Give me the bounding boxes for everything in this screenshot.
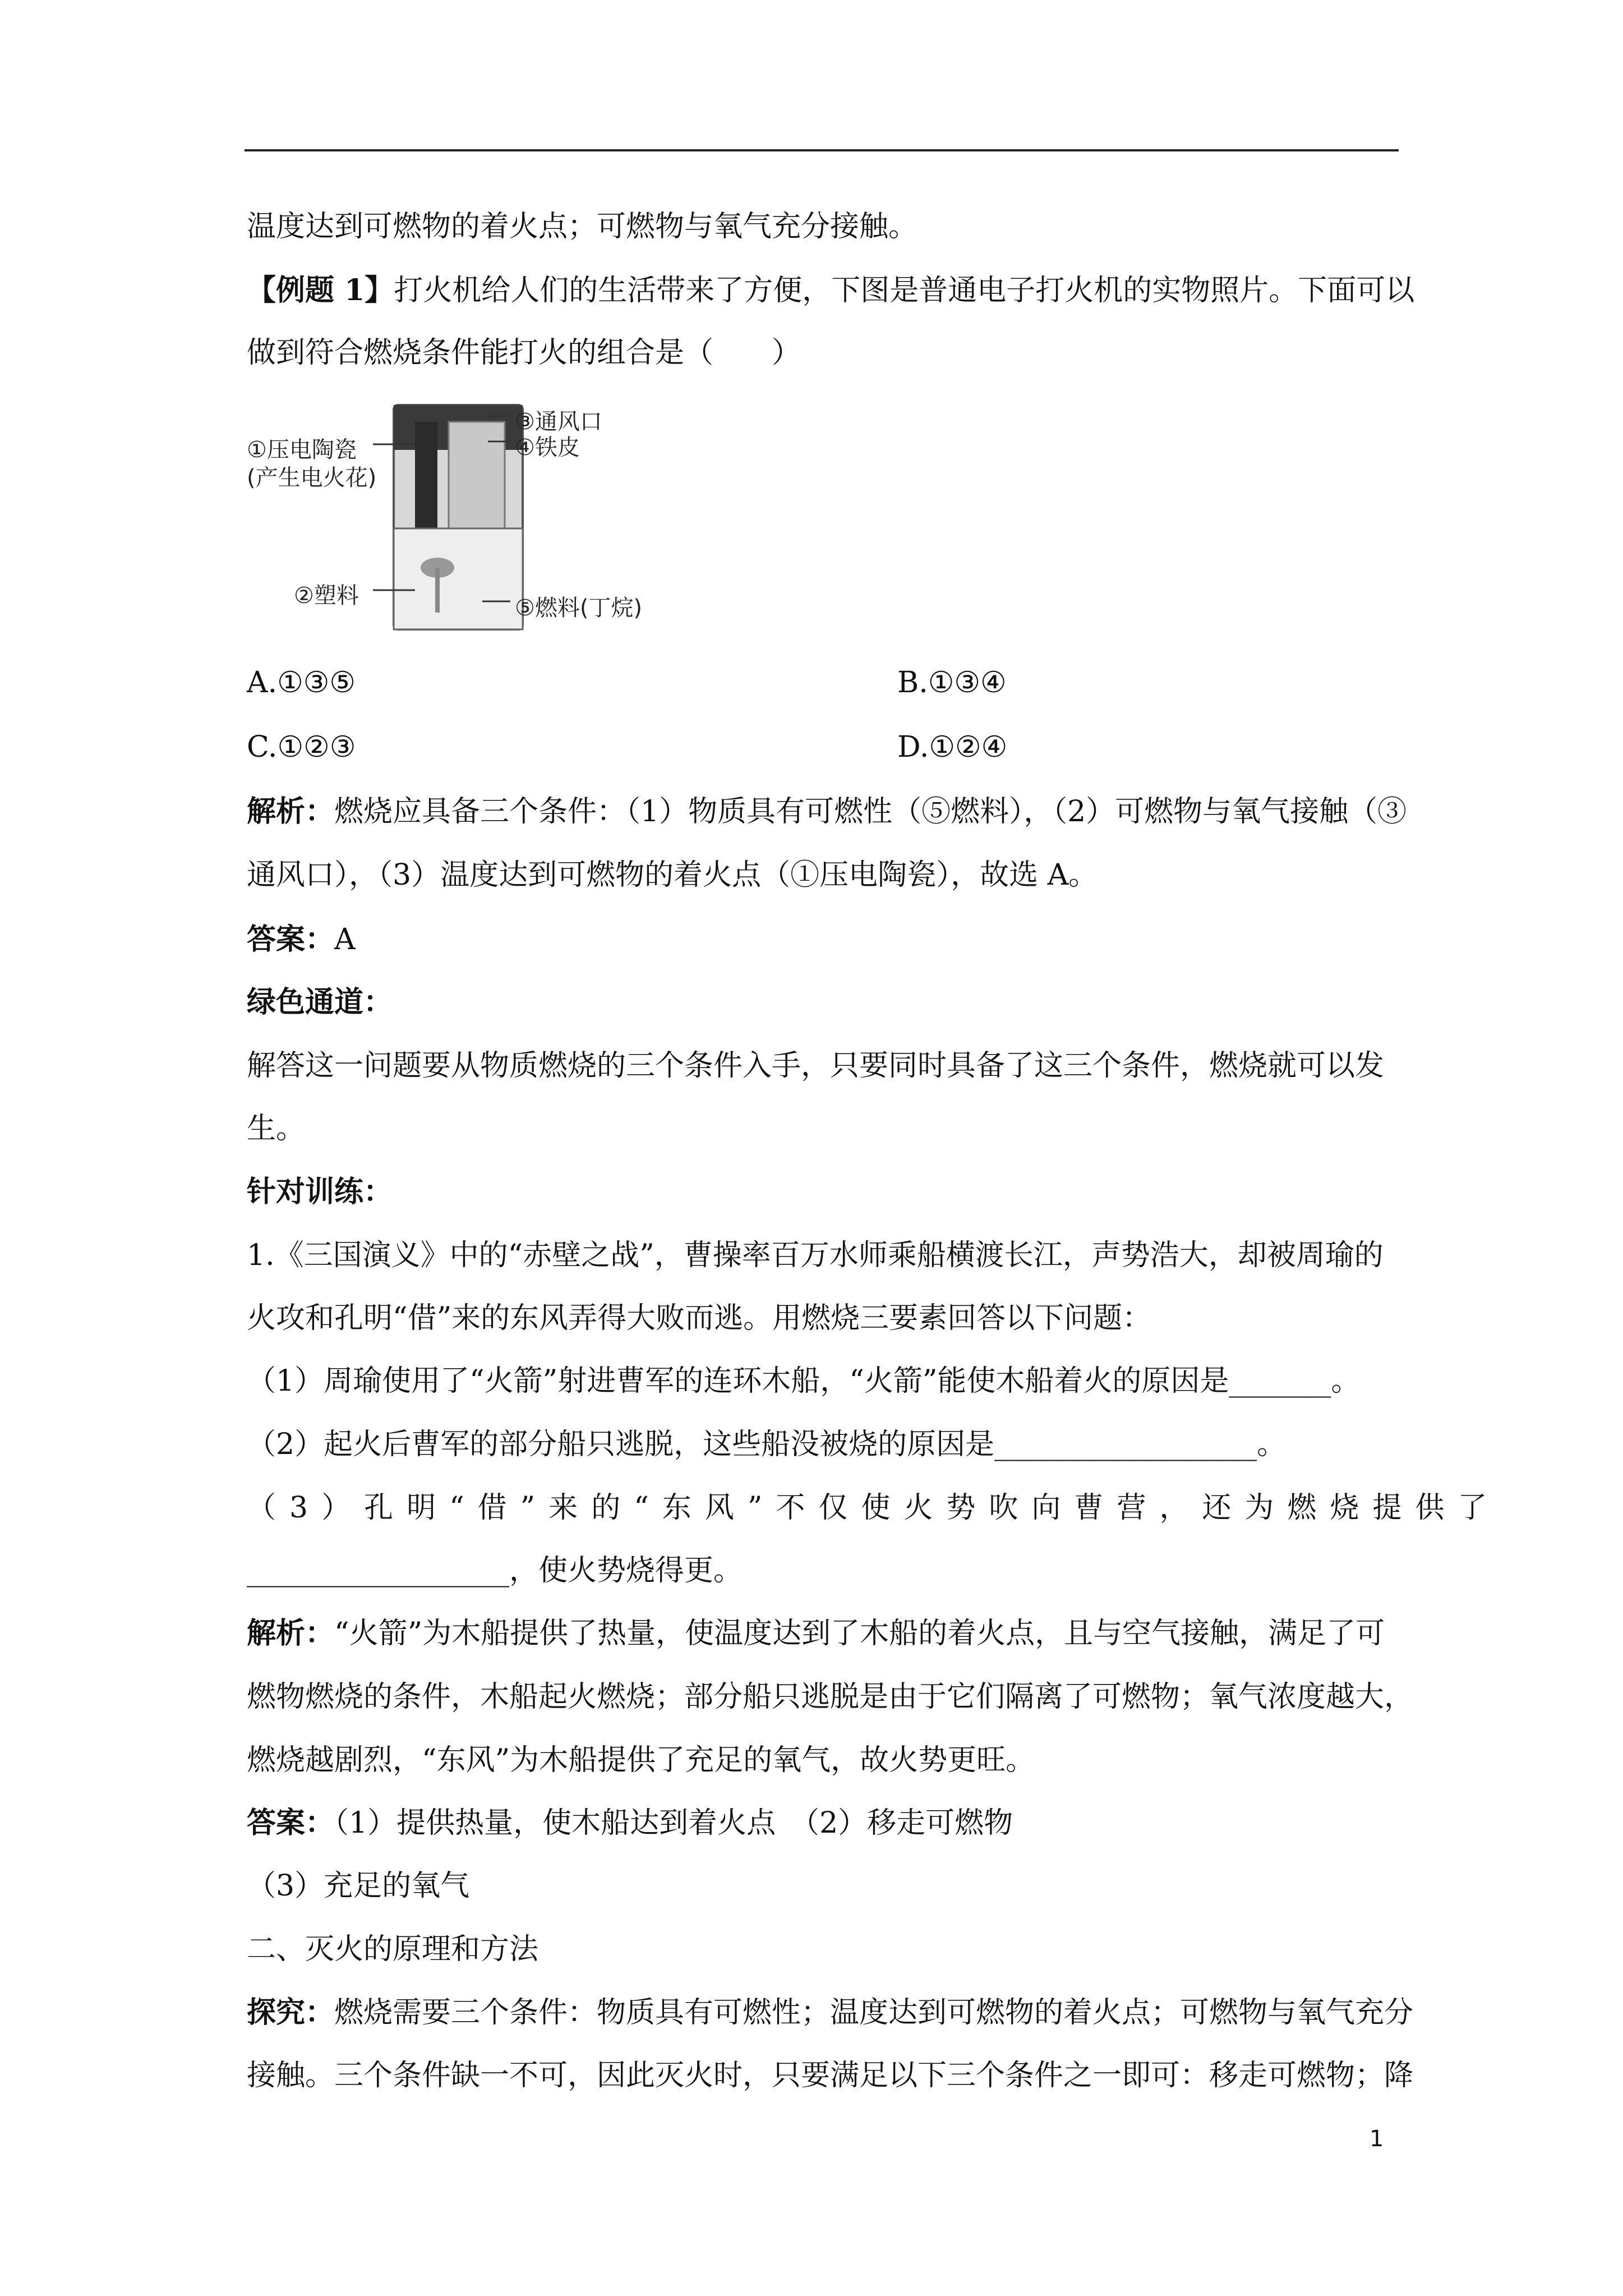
option-a: A.①③⑤ <box>247 666 356 700</box>
text-line: 生。 <box>247 1112 306 1145</box>
answer-label: 答案： <box>247 922 335 956</box>
explore-label: 探究： <box>247 1995 335 2030</box>
green-channel-heading: 绿色通道： <box>247 985 393 1019</box>
text-line: 接触。三个条件缺一不可，因此灭火时，只要满足以下三个条件之一即可：移走可燃物；降 <box>247 2059 1414 2092</box>
answer-text: A <box>334 923 356 956</box>
option-c: C.①②③ <box>247 730 356 764</box>
answer-line <box>247 1805 1013 1841</box>
question-line: （1）周瑜使用了“火箭”射进曹军的连环木船，“火箭”能使木船着火的原因是_______。 <box>247 1364 1361 1398</box>
text-line: 燃烧越剧烈，“东风”为木船提供了充足的氧气，故火势更旺。 <box>247 1743 1035 1777</box>
page-number: 1 <box>1370 2126 1384 2152</box>
label-plastic: ②塑料 <box>294 583 359 609</box>
option-b: B.①③④ <box>897 666 1007 700</box>
answer-text: （1）提供热量，使木船达到着火点 （2）移走可燃物 <box>334 1806 1013 1840</box>
analysis-text: “火箭”为木船提供了热量，使温度达到了木船的着火点，且与空气接触，满足了可 <box>334 1617 1385 1650</box>
question-line: 火攻和孔明“借”来的东风弄得大败而逃。用燃烧三要素回答以下问题： <box>247 1301 1152 1335</box>
training-heading: 针对训练： <box>247 1175 393 1209</box>
option-d: D.①②④ <box>897 730 1008 764</box>
header-rule <box>245 149 1399 151</box>
question-line: __________________，使火势烧得更。 <box>247 1554 743 1588</box>
analysis-line <box>247 1616 1385 1651</box>
example-line <box>247 273 1414 309</box>
explore-line <box>247 1995 1413 2031</box>
lighter-figure <box>247 399 673 635</box>
question-line: 1.《三国演义》中的“赤壁之战”，曹操率百万水师乘船横渡长江，声势浩大，却被周瑜的 <box>247 1239 1384 1272</box>
label-fuel: ⑤燃料(丁烷) <box>515 595 643 621</box>
text-line: （3）充足的氧气 <box>247 1869 470 1903</box>
example-label: 【例题 1】 <box>247 273 394 307</box>
question-line: （2）起火后曹军的部分船只逃脱，这些船没被烧的原因是__________________。 <box>247 1428 1287 1461</box>
text-line: 燃物燃烧的条件，木船起火燃烧；部分船只逃脱是由于它们隔离了可燃物；氧气浓度越大， <box>247 1680 1414 1714</box>
text-line: 通风口），（3）温度达到可燃物的着火点（①压电陶瓷），故选 A。 <box>247 858 1098 892</box>
label-iron: ④铁皮 <box>515 435 580 461</box>
question-line: （3）孔明“借”来的“东风”不仅使火势吹向曹营，还为燃烧提供了 <box>247 1491 1501 1525</box>
label-spark: (产生电火花) <box>247 465 377 491</box>
analysis-label: 解析： <box>247 794 335 829</box>
analysis-line <box>247 794 1407 830</box>
label-vent: ③通风口 <box>515 409 602 435</box>
explore-text: 燃烧需要三个条件：物质具有可燃性；温度达到可燃物的着火点；可燃物与氧气充分 <box>334 1996 1414 2030</box>
example-text: 打火机给人们的生活带来了方便，下图是普通电子打火机的实物照片。下面可以 <box>394 274 1415 307</box>
answer-label: 答案： <box>247 1806 335 1840</box>
analysis-label: 解析： <box>247 1616 335 1650</box>
analysis-text: 燃烧应具备三个条件：（1）物质具有可燃性（⑤燃料），（2）可燃物与氧气接触（③ <box>334 795 1407 829</box>
answer-line <box>247 922 356 958</box>
text-line: 做到符合燃烧条件能打火的组合是（ ） <box>247 336 801 370</box>
text-line: 解答这一问题要从物质燃烧的三个条件入手，只要同时具备了这三个条件，燃烧就可以发 <box>247 1049 1385 1083</box>
label-piezo: ①压电陶瓷 <box>247 437 357 463</box>
section-heading: 二、灭火的原理和方法 <box>247 1932 539 1966</box>
text-line: 温度达到可燃物的着火点；可燃物与氧气充分接触。 <box>247 210 918 243</box>
